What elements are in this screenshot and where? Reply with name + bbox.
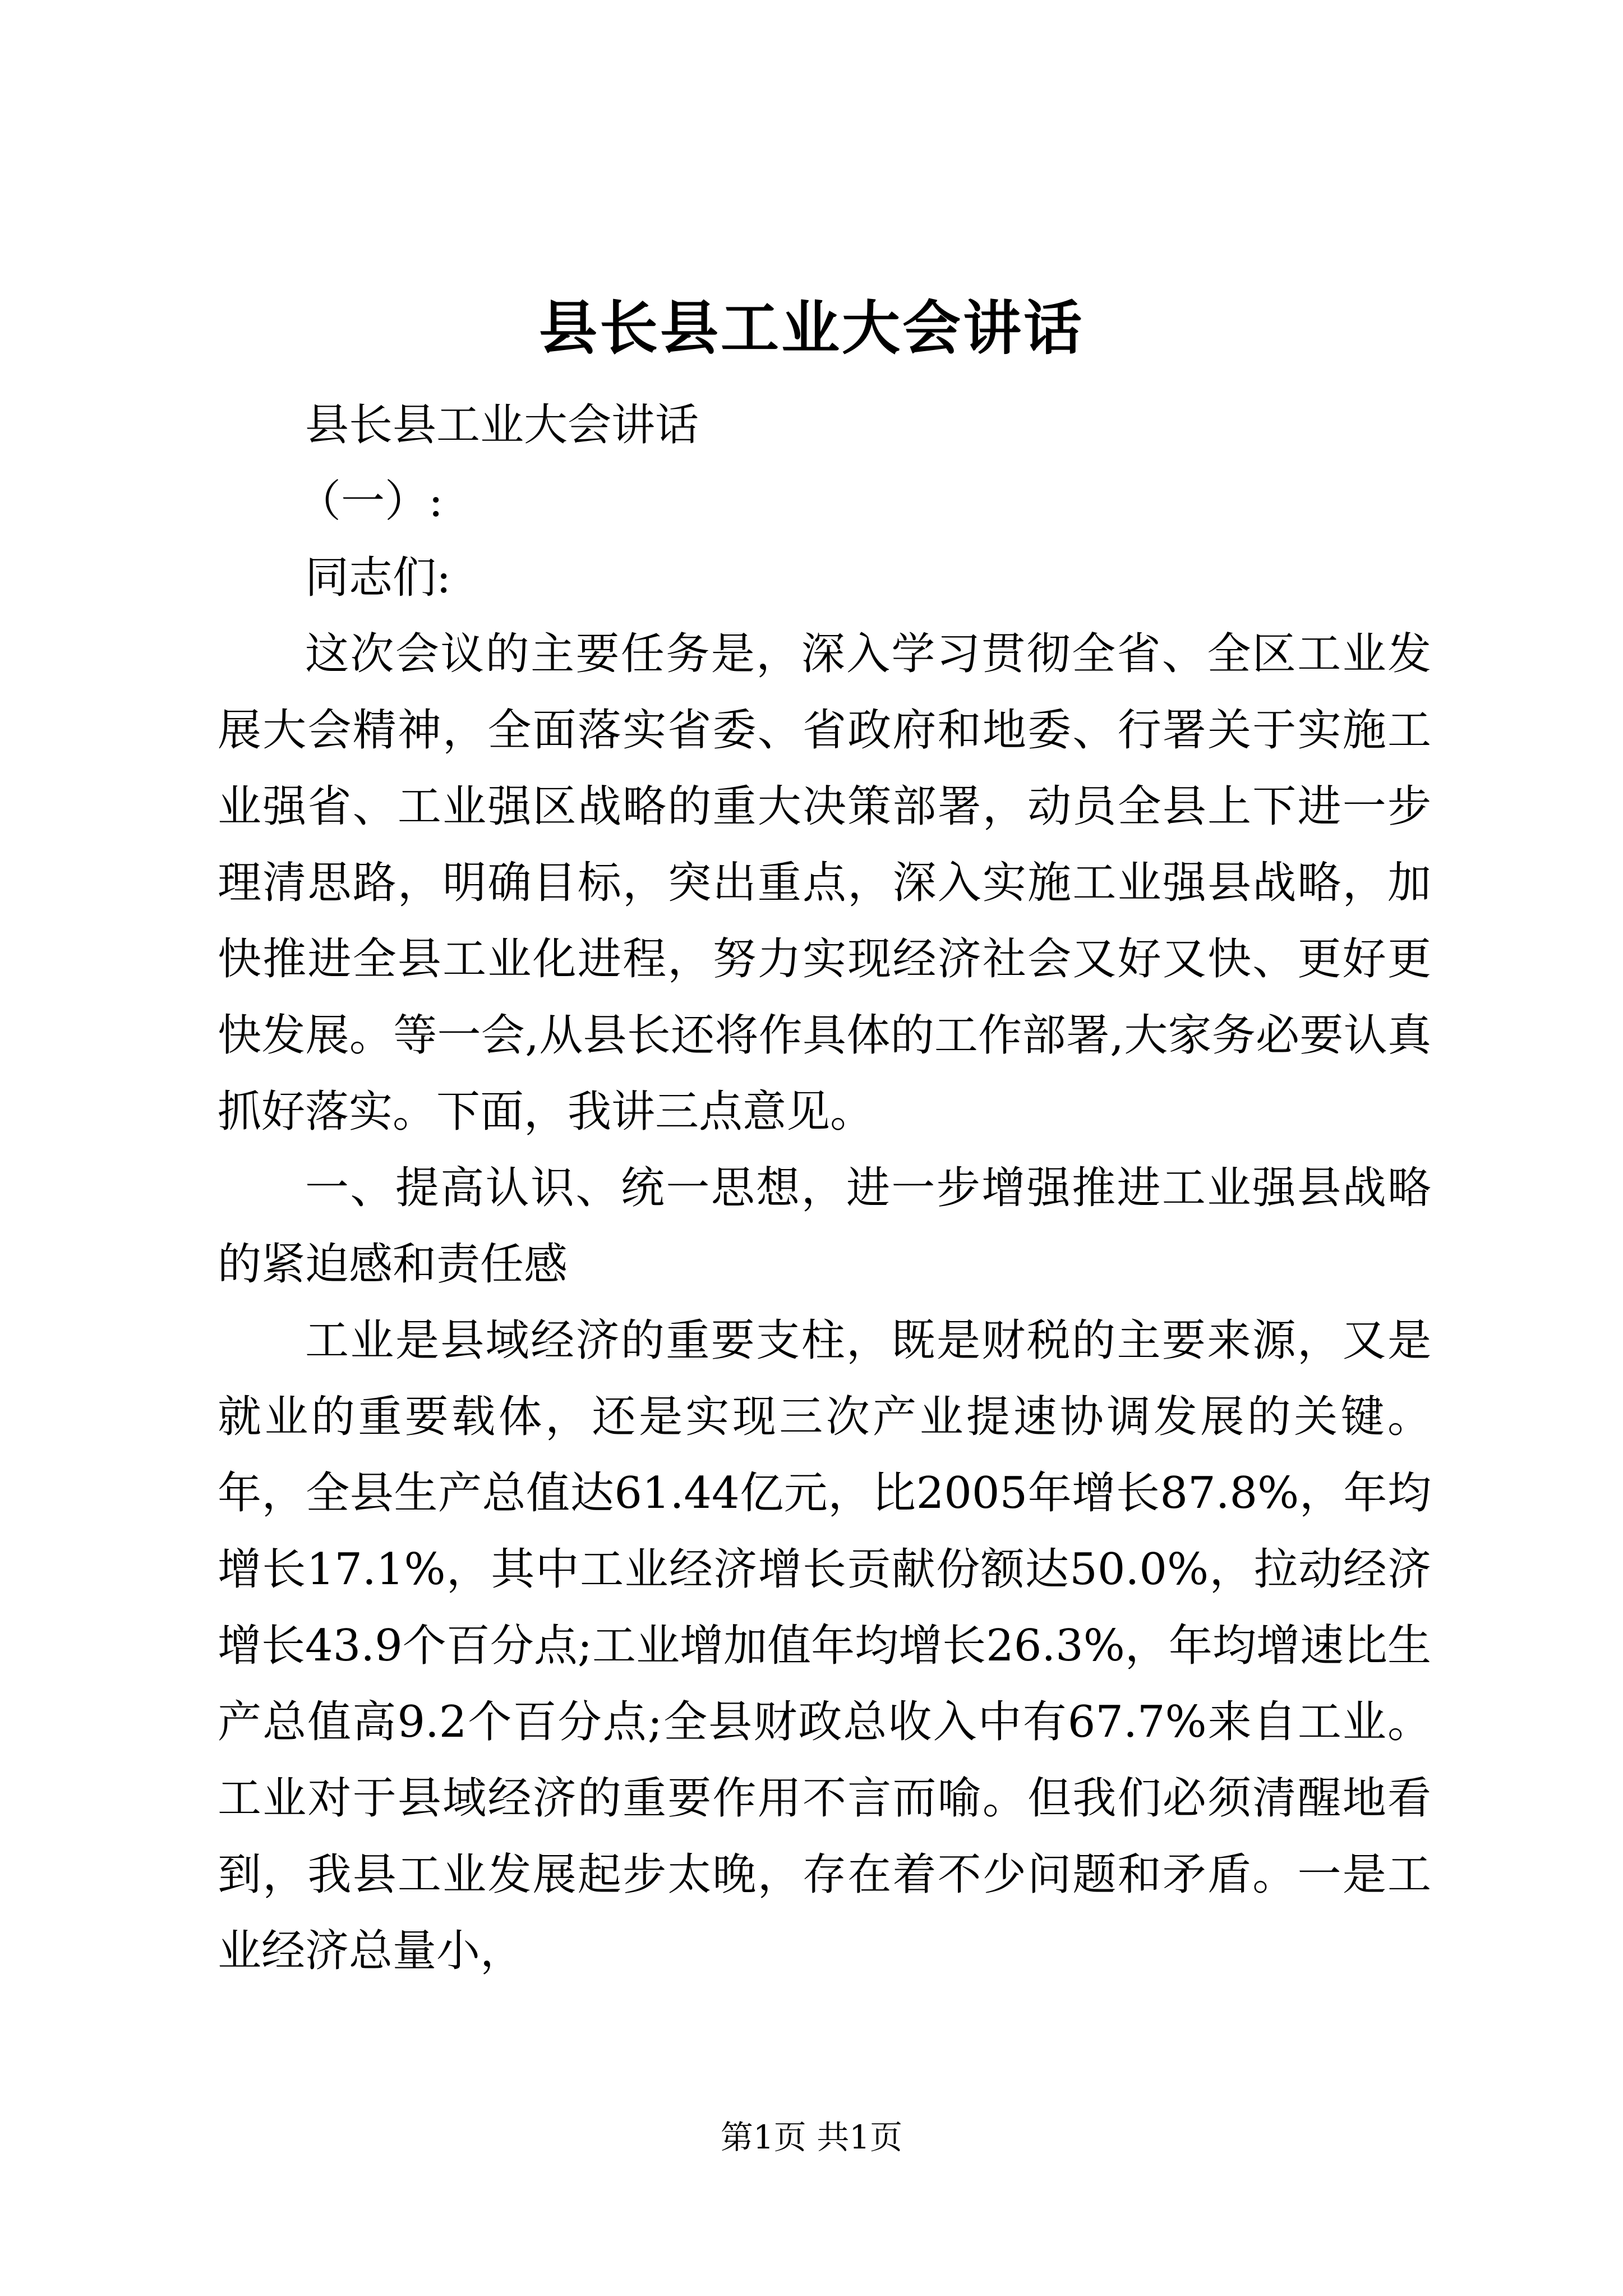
document-title: 县长县工业大会讲话 xyxy=(538,293,1084,362)
paragraph-salutation: 同志们: xyxy=(305,553,451,603)
paragraph-subtitle: 县长县工业大会讲话 xyxy=(305,400,699,450)
page-footer: 第1页 共1页 xyxy=(720,2118,903,2156)
document-body xyxy=(218,387,1431,1989)
paragraph-intro: 这次会议的主要任务是，深入学习贯彻全省、全区工业发展大会精神，全面落实省委、省政府和地委、行署关于实施工业强省、工业强区战略的重大决策部署，动员全县上下进一步理清思路，明确目标，突出重点，深入实施工业强县战略，加快推进全县工业化进程，努力实现经济社会又好又快、更好更快发展。等一会,从县长还将作具体的工作部署,大家务必要认真抓好落实。下面，我讲三点意见。 xyxy=(218,629,1431,1137)
paragraph-industry: 工业是县域经济的重要支柱，既是财税的主要来源，又是就业的重要载体，还是实现三次产业提速协调发展的关键。年，全县生产总值达61.44亿元，比2005年增长87.8%，年均增长17.1%，其中工业经济增长贡献份额达50.0%，拉动经济增长43.9个百分点;工业增加值年均增长26.3%，年均增速比生产总值高9.2个百分点;全县财政总收入中有67.7%来自工业。工业对于县域经济的重要作用不言而喻。但我们必须清醒地看到，我县工业发展起步太晚，存在着不少问题和矛盾。一是工业经济总量小， xyxy=(218,1315,1431,1976)
paragraph-section-number: （一）: xyxy=(297,476,444,527)
paragraph-heading-one: 一、提高认识、统一思想，进一步增强推进工业强县战略的紧迫感和责任感 xyxy=(218,1163,1431,1290)
